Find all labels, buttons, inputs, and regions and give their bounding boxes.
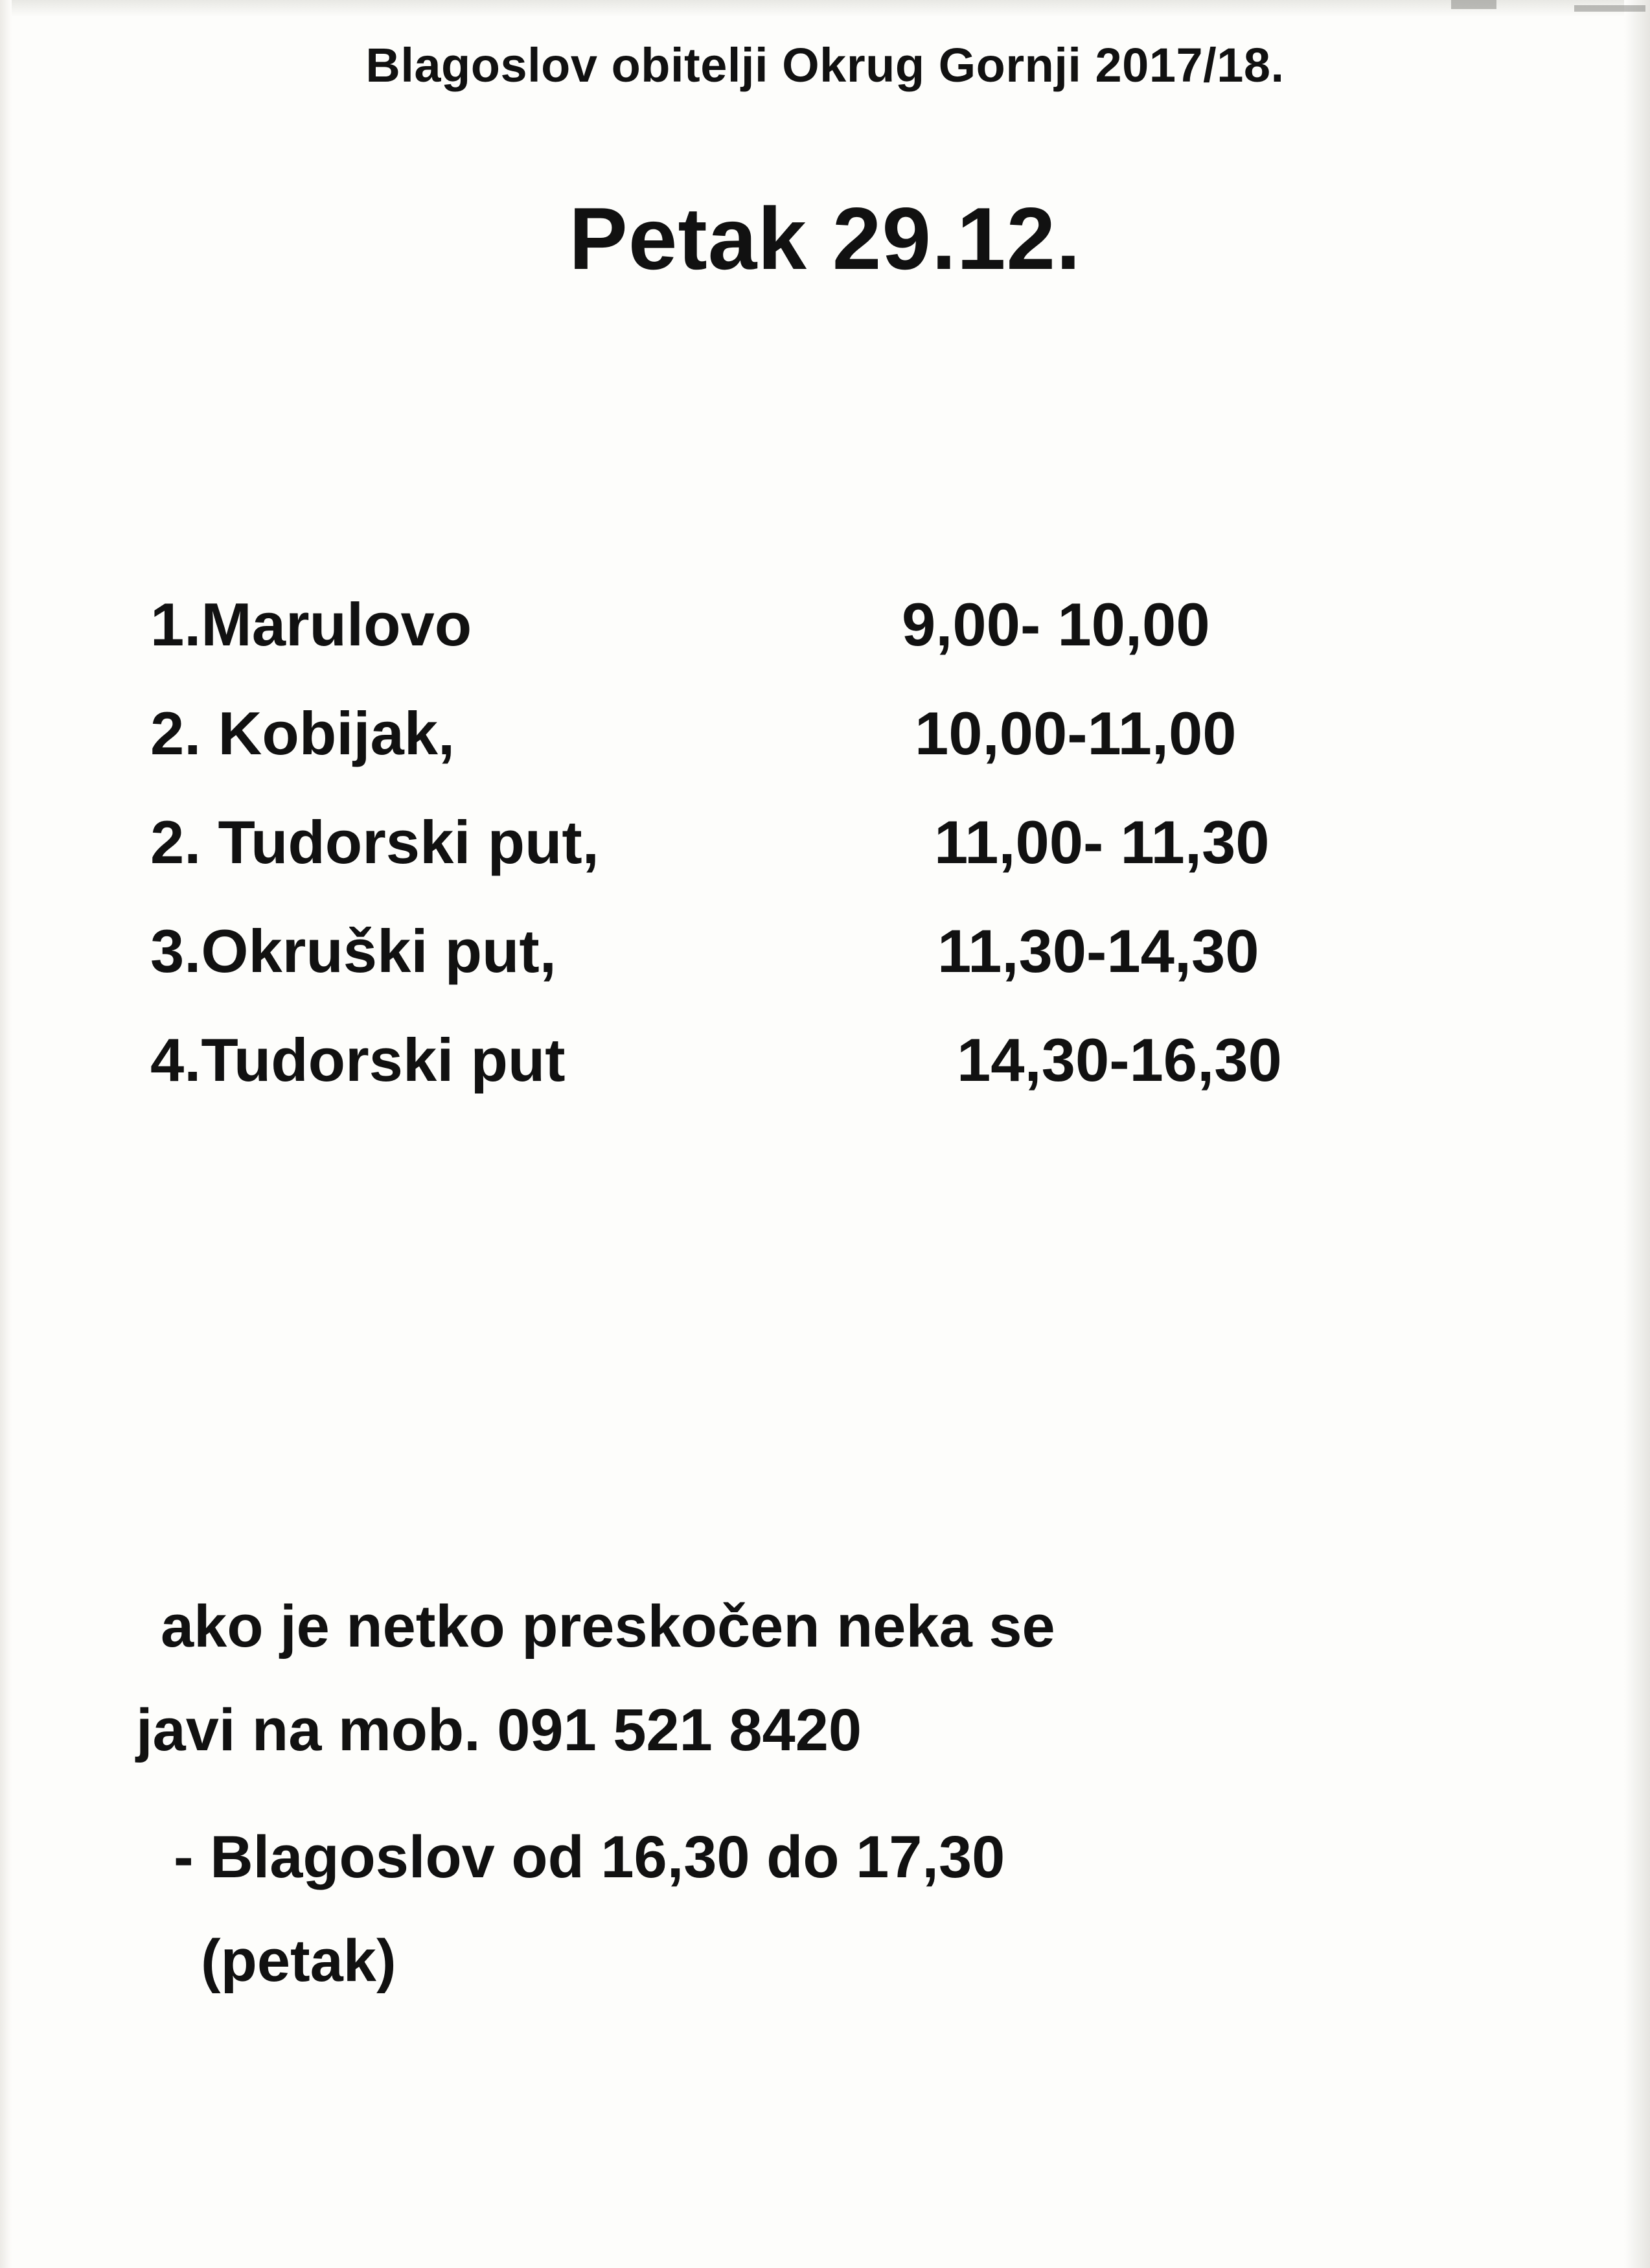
schedule-row	[150, 916, 1511, 1025]
schedule-place: 3.Okruški put,	[150, 917, 556, 985]
schedule-time: 11,00- 11,30	[934, 808, 1270, 876]
note-line: javi na mob. 091 521 8420	[136, 1697, 862, 1763]
notes-gap	[136, 1782, 1561, 1805]
scan-edge-left	[0, 0, 12, 2268]
schedule-place: 2. Kobijak,	[150, 699, 455, 767]
schedule-place: 2. Tudorski put,	[150, 808, 599, 876]
page-title: Petak 29.12.	[569, 189, 1081, 288]
schedule-row	[150, 807, 1511, 916]
scan-artifact	[1451, 0, 1496, 9]
schedule-row	[150, 1025, 1511, 1134]
scan-edge-top	[0, 0, 1650, 17]
notes-block	[136, 1575, 1561, 2013]
scan-edge-right	[1624, 0, 1650, 2268]
note-line: (petak)	[201, 1928, 396, 1994]
schedule-list	[150, 590, 1511, 1134]
schedule-time: 11,30-14,30	[937, 917, 1259, 985]
schedule-row	[150, 590, 1511, 699]
schedule-row	[150, 699, 1511, 807]
schedule-time: 10,00-11,00	[915, 699, 1237, 767]
page-header: Blagoslov obitelji Okrug Gornji 2017/18.	[365, 38, 1285, 92]
schedule-place: 1.Marulovo	[150, 590, 472, 658]
note-line: ako je netko preskočen neka se	[161, 1593, 1055, 1660]
schedule-time: 9,00- 10,00	[902, 590, 1210, 658]
schedule-time: 14,30-16,30	[957, 1026, 1282, 1094]
note-line: - Blagoslov od 16,30 do 17,30	[174, 1824, 1005, 1890]
scan-artifact	[1574, 5, 1645, 12]
schedule-place: 4.Tudorski put	[150, 1026, 566, 1094]
